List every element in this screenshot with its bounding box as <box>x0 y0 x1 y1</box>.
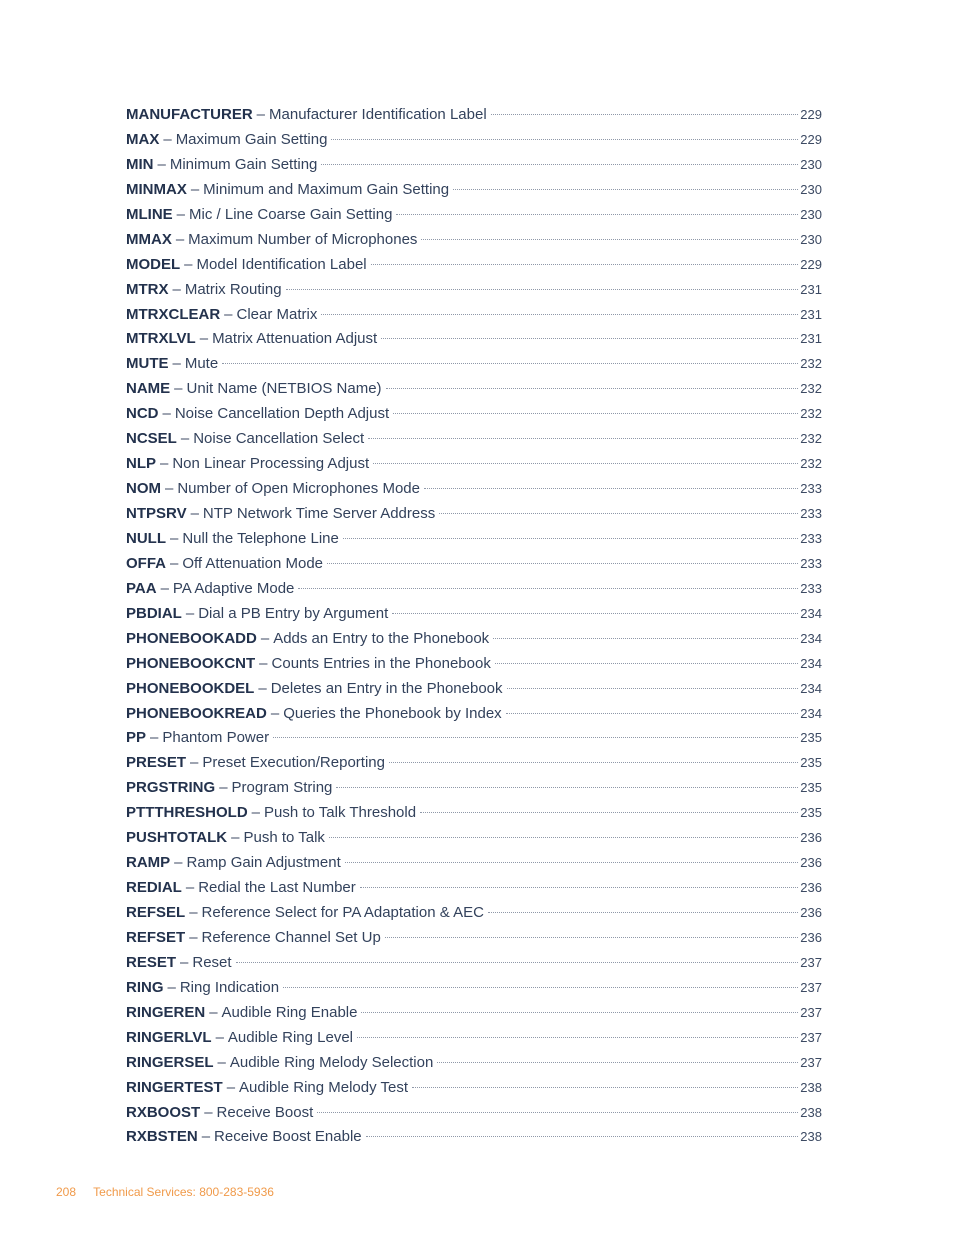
toc-command-name: MODEL <box>126 255 181 273</box>
toc-description: Preset Execution/Reporting <box>202 754 385 772</box>
toc-description: Push to Talk Threshold <box>264 804 417 822</box>
toc-page-number: 230 <box>800 231 822 247</box>
toc-description: Maximum Number of Microphones <box>188 230 418 248</box>
toc-dot-leader <box>329 837 798 838</box>
toc-dot-leader <box>493 638 798 639</box>
toc-entry[interactable] <box>126 779 822 804</box>
toc-description: Audible Ring Enable <box>221 1003 358 1021</box>
toc-dot-leader <box>371 264 799 265</box>
toc-dot-leader <box>361 1012 798 1013</box>
toc-page-number: 237 <box>800 1029 822 1045</box>
toc-entry[interactable] <box>126 480 822 505</box>
toc-dot-leader <box>437 1062 798 1063</box>
toc-description: Matrix Attenuation Adjust <box>212 330 378 348</box>
toc-separator: – <box>163 130 172 148</box>
toc-separator: – <box>201 1128 211 1146</box>
toc-dot-leader <box>321 164 798 165</box>
toc-entry[interactable] <box>126 854 822 879</box>
toc-command-name: NTPSRV <box>126 505 187 522</box>
toc-command-name: RINGEREN <box>126 1003 206 1021</box>
toc-entry[interactable] <box>126 156 822 181</box>
toc-dot-leader <box>331 139 798 140</box>
toc-command-name: NULL <box>126 529 166 547</box>
toc-command-name: RINGERLVL <box>126 1028 212 1046</box>
toc-dot-leader <box>327 563 798 564</box>
toc-page-number: 233 <box>800 530 822 546</box>
toc-description: Audible Ring Melody Test <box>239 1078 409 1096</box>
toc-page-number: 237 <box>800 979 822 995</box>
toc-entry[interactable] <box>126 1104 822 1129</box>
toc-description: Adds an Entry to the Phonebook <box>273 629 490 647</box>
toc-separator: – <box>180 953 189 971</box>
toc-entry[interactable] <box>126 804 822 829</box>
toc-page-number: 238 <box>800 1129 822 1145</box>
toc-command-name: MMAX <box>126 230 172 248</box>
toc-command-name: NLP <box>126 455 156 473</box>
toc-separator: – <box>185 879 195 897</box>
toc-entry[interactable] <box>126 605 822 630</box>
toc-separator: – <box>160 579 169 597</box>
toc-description: Unit Name (NETBIOS Name) <box>186 380 382 398</box>
toc-separator: – <box>256 106 266 123</box>
toc-page-number: 236 <box>800 905 822 920</box>
toc-command-name: MINMAX <box>126 180 187 198</box>
toc-page-number: 236 <box>800 830 822 846</box>
toc-command-name: MTRXLVL <box>126 330 196 348</box>
toc-entry[interactable] <box>126 181 822 206</box>
toc-entry[interactable] <box>126 1004 822 1029</box>
toc-description: Minimum Gain Setting <box>169 155 318 173</box>
toc-page-number: 234 <box>800 655 822 671</box>
toc-description: Deletes an Entry in the Phonebook <box>270 679 503 697</box>
toc-page-number: 235 <box>800 755 822 771</box>
toc-entry[interactable] <box>126 530 822 555</box>
toc-entry[interactable] <box>126 306 822 331</box>
toc-separator: – <box>224 305 233 323</box>
toc-command-name: MAX <box>126 130 160 148</box>
toc-separator: – <box>219 779 228 797</box>
toc-page-number: 231 <box>800 306 822 322</box>
toc-description: Noise Cancellation Depth Adjust <box>174 405 390 423</box>
toc-page-number: 235 <box>800 805 822 821</box>
toc-entry[interactable] <box>126 680 822 705</box>
toc-entry[interactable] <box>126 1029 822 1054</box>
toc-description: Phantom Power <box>162 729 270 747</box>
toc-dot-leader <box>491 114 799 115</box>
toc-description: Matrix Routing <box>184 280 282 298</box>
toc-command-name: PP <box>126 729 147 747</box>
toc-separator: – <box>170 529 179 547</box>
toc-separator: – <box>190 505 199 522</box>
toc-dot-leader <box>381 338 798 339</box>
toc-command-name: PHONEBOOKREAD <box>126 704 267 722</box>
toc-dot-leader <box>345 862 799 863</box>
toc-separator: – <box>270 704 280 722</box>
toc-command-name: PHONEBOOKCNT <box>126 654 256 672</box>
toc-separator: – <box>175 230 185 248</box>
toc-entry[interactable] <box>126 505 822 530</box>
toc-dot-leader <box>392 613 798 614</box>
toc-entry[interactable] <box>126 655 822 680</box>
toc-dot-leader <box>393 413 798 414</box>
toc-page-number: 234 <box>800 605 822 621</box>
toc-separator: – <box>231 829 240 847</box>
toc-description: PA Adaptive Mode <box>172 579 295 597</box>
toc-dot-leader <box>495 663 798 664</box>
toc-description: Mute <box>184 355 219 373</box>
toc-command-name: RAMP <box>126 854 171 872</box>
toc-dot-leader <box>385 937 798 938</box>
toc-command-name: PHONEBOOKADD <box>126 629 257 647</box>
toc-entry[interactable] <box>126 929 822 954</box>
toc-dot-leader <box>366 1136 799 1137</box>
toc-description: Audible Ring Level <box>227 1028 353 1046</box>
toc-description: Maximum Gain Setting <box>175 130 328 148</box>
toc-description: Non Linear Processing Adjust <box>172 455 370 473</box>
toc-page-number: 233 <box>800 580 822 596</box>
toc-command-name: MUTE <box>126 355 169 373</box>
toc-separator: – <box>189 904 198 921</box>
toc-dot-leader <box>420 812 798 813</box>
toc-description: Manufacturer Identification Label <box>269 106 487 123</box>
toc-entry[interactable] <box>126 106 822 131</box>
toc-entry[interactable] <box>126 879 822 904</box>
toc-page-number: 237 <box>800 1054 822 1070</box>
toc-entry[interactable] <box>126 979 822 1004</box>
toc-command-name: PTTTHRESHOLD <box>126 804 248 822</box>
toc-page-number: 238 <box>800 1079 822 1095</box>
toc-entry[interactable] <box>126 829 822 854</box>
toc-description: Dial a PB Entry by Argument <box>198 604 389 622</box>
toc-command-name: NOM <box>126 480 161 498</box>
toc-dot-leader <box>507 688 799 689</box>
toc-separator: – <box>209 1003 218 1021</box>
toc-entry[interactable] <box>126 256 822 281</box>
toc-command-name: PRGSTRING <box>126 779 216 797</box>
toc-page-number: 232 <box>800 406 822 422</box>
toc-description: Program String <box>231 779 333 797</box>
toc-command-name: REFSEL <box>126 904 186 921</box>
toc-command-name: PUSHTOTALK <box>126 829 228 847</box>
toc-page-number: 232 <box>800 456 822 472</box>
toc-page-number: 234 <box>800 705 822 721</box>
toc-command-name: MLINE <box>126 205 173 223</box>
toc-page-number: 233 <box>800 555 822 571</box>
toc-entry[interactable] <box>126 405 822 430</box>
table-of-contents <box>126 106 822 1153</box>
toc-dot-leader <box>368 438 798 439</box>
toc-entry[interactable] <box>126 131 822 156</box>
toc-page-number: 229 <box>800 256 822 272</box>
toc-separator: – <box>174 854 183 872</box>
toc-page-number: 229 <box>800 107 822 122</box>
toc-page-number: 230 <box>800 181 822 197</box>
toc-separator: – <box>217 1053 226 1071</box>
toc-entry[interactable] <box>126 555 822 580</box>
toc-separator: – <box>172 355 181 373</box>
toc-separator: – <box>251 804 261 822</box>
toc-description: Push to Talk <box>243 829 325 847</box>
toc-page-number: 233 <box>800 481 822 497</box>
toc-description: Receive Boost Enable <box>214 1128 362 1146</box>
toc-page-number: 235 <box>800 730 822 746</box>
toc-dot-leader <box>286 289 799 290</box>
toc-page-number: 238 <box>800 1104 822 1120</box>
toc-command-name: REFSET <box>126 928 186 946</box>
toc-dot-leader <box>439 513 798 514</box>
toc-dot-leader <box>336 787 798 788</box>
toc-dot-leader <box>421 239 798 240</box>
toc-dot-leader <box>412 1087 798 1088</box>
toc-description: Queries the Phonebook by Index <box>283 704 502 722</box>
toc-separator: – <box>215 1028 224 1046</box>
toc-separator: – <box>160 455 169 473</box>
toc-entry[interactable] <box>126 380 822 405</box>
toc-dot-leader <box>222 363 798 364</box>
toc-separator: – <box>189 928 198 946</box>
toc-command-name: PBDIAL <box>126 604 182 622</box>
toc-description: Redial the Last Number <box>198 879 356 897</box>
toc-command-name: MIN <box>126 155 154 173</box>
toc-separator: – <box>184 255 193 273</box>
toc-separator: – <box>162 405 171 423</box>
toc-entry[interactable] <box>126 580 822 605</box>
toc-dot-leader <box>360 887 799 888</box>
toc-entry[interactable] <box>126 1128 822 1153</box>
toc-description: Number of Open Microphones Mode <box>177 480 420 498</box>
toc-separator: – <box>165 480 174 498</box>
footer-page-number: 208 <box>56 1185 77 1199</box>
toc-separator: – <box>170 554 179 572</box>
toc-entry[interactable] <box>126 729 822 754</box>
toc-command-name: MTRX <box>126 280 169 298</box>
toc-entry[interactable] <box>126 330 822 355</box>
toc-page-number: 237 <box>800 1004 822 1020</box>
toc-entry[interactable] <box>126 630 822 655</box>
toc-separator: – <box>226 1078 236 1096</box>
toc-command-name: NCD <box>126 405 159 423</box>
toc-entry[interactable] <box>126 1079 822 1104</box>
toc-entry[interactable] <box>126 206 822 231</box>
toc-description: Audible Ring Melody Selection <box>229 1053 434 1071</box>
toc-description: Minimum and Maximum Gain Setting <box>203 180 450 198</box>
toc-description: Counts Entries in the Phonebook <box>271 654 491 672</box>
toc-separator: – <box>199 330 209 348</box>
toc-entry[interactable] <box>126 281 822 306</box>
toc-description: Noise Cancellation Select <box>193 430 365 448</box>
toc-dot-leader <box>488 912 798 913</box>
toc-command-name: PHONEBOOKDEL <box>126 679 255 697</box>
toc-description: Off Attenuation Mode <box>182 554 323 572</box>
toc-entry[interactable] <box>126 231 822 256</box>
page-footer <box>56 1185 274 1199</box>
toc-page-number: 236 <box>800 880 822 896</box>
toc-dot-leader <box>396 214 798 215</box>
toc-entry[interactable] <box>126 455 822 480</box>
toc-command-name: RING <box>126 978 164 996</box>
toc-separator: – <box>190 180 200 198</box>
toc-dot-leader <box>386 388 799 389</box>
toc-page-number: 232 <box>800 356 822 372</box>
toc-description: Ramp Gain Adjustment <box>186 854 341 872</box>
toc-description: Receive Boost <box>216 1103 314 1121</box>
toc-separator: – <box>172 280 181 298</box>
toc-command-name: RXBSTEN <box>126 1128 198 1146</box>
toc-description: Model Identification Label <box>196 255 367 273</box>
toc-command-name: NAME <box>126 380 171 398</box>
toc-separator: – <box>150 729 159 747</box>
toc-description: Null the Telephone Line <box>182 529 339 547</box>
toc-description: Ring Indication <box>179 978 280 996</box>
toc-description: Reset <box>192 953 232 971</box>
toc-separator: – <box>180 430 190 448</box>
toc-command-name: MTRXCLEAR <box>126 305 221 323</box>
toc-command-name: RESET <box>126 953 177 971</box>
toc-dot-leader <box>343 538 798 539</box>
toc-dot-leader <box>298 588 798 589</box>
toc-page-number: 237 <box>800 954 822 970</box>
toc-page-number: 236 <box>800 855 822 871</box>
toc-page-number: 234 <box>800 630 822 646</box>
toc-command-name: PRESET <box>126 754 187 772</box>
toc-page-number: 233 <box>800 506 822 521</box>
toc-command-name: MANUFACTURER <box>126 106 253 123</box>
toc-separator: – <box>190 754 199 772</box>
toc-separator: – <box>176 205 186 223</box>
toc-dot-leader <box>506 713 799 714</box>
toc-dot-leader <box>453 189 798 190</box>
toc-separator: – <box>174 380 183 398</box>
toc-page-number: 235 <box>800 780 822 796</box>
toc-separator: – <box>258 679 267 697</box>
toc-entry[interactable] <box>126 904 822 929</box>
toc-page-number: 232 <box>800 431 822 447</box>
toc-separator: – <box>204 1103 213 1121</box>
toc-page-number: 236 <box>800 929 822 945</box>
toc-command-name: RINGERSEL <box>126 1053 214 1071</box>
toc-dot-leader <box>373 463 798 464</box>
toc-page-number: 230 <box>800 206 822 222</box>
toc-dot-leader <box>321 314 798 315</box>
toc-separator: – <box>260 629 270 647</box>
toc-separator: – <box>185 604 195 622</box>
toc-command-name: RINGERTEST <box>126 1078 223 1096</box>
toc-description: Clear Matrix <box>236 305 318 323</box>
toc-command-name: RXBOOST <box>126 1103 201 1121</box>
toc-entry[interactable] <box>126 705 822 730</box>
toc-command-name: REDIAL <box>126 879 182 897</box>
toc-dot-leader <box>389 762 798 763</box>
toc-separator: – <box>167 978 176 996</box>
toc-separator: – <box>157 155 166 173</box>
toc-command-name: OFFA <box>126 554 166 572</box>
toc-dot-leader <box>317 1112 798 1113</box>
toc-description: Reference Select for PA Adaptation & AEC <box>201 904 484 921</box>
toc-dot-leader <box>273 737 798 738</box>
toc-description: Reference Channel Set Up <box>201 928 381 946</box>
toc-dot-leader <box>236 962 799 963</box>
toc-page-number: 230 <box>800 156 822 172</box>
toc-description: NTP Network Time Server Address <box>202 505 436 522</box>
footer-contact-text: Technical Services: 800-283-5936 <box>93 1185 274 1199</box>
toc-description: Mic / Line Coarse Gain Setting <box>189 205 393 223</box>
toc-page-number: 234 <box>800 680 822 696</box>
toc-entry[interactable] <box>126 1054 822 1079</box>
toc-page-number: 231 <box>800 281 822 297</box>
toc-page-number: 229 <box>800 131 822 147</box>
toc-dot-leader <box>283 987 798 988</box>
toc-entry[interactable] <box>126 355 822 380</box>
toc-dot-leader <box>424 488 798 489</box>
toc-page-number: 232 <box>800 381 822 397</box>
toc-entry[interactable] <box>126 430 822 455</box>
toc-entry[interactable] <box>126 754 822 779</box>
toc-separator: – <box>259 654 268 672</box>
toc-command-name: PAA <box>126 579 157 597</box>
toc-dot-leader <box>357 1037 798 1038</box>
toc-entry[interactable] <box>126 954 822 979</box>
toc-page-number: 231 <box>800 331 822 347</box>
toc-command-name: NCSEL <box>126 430 177 448</box>
